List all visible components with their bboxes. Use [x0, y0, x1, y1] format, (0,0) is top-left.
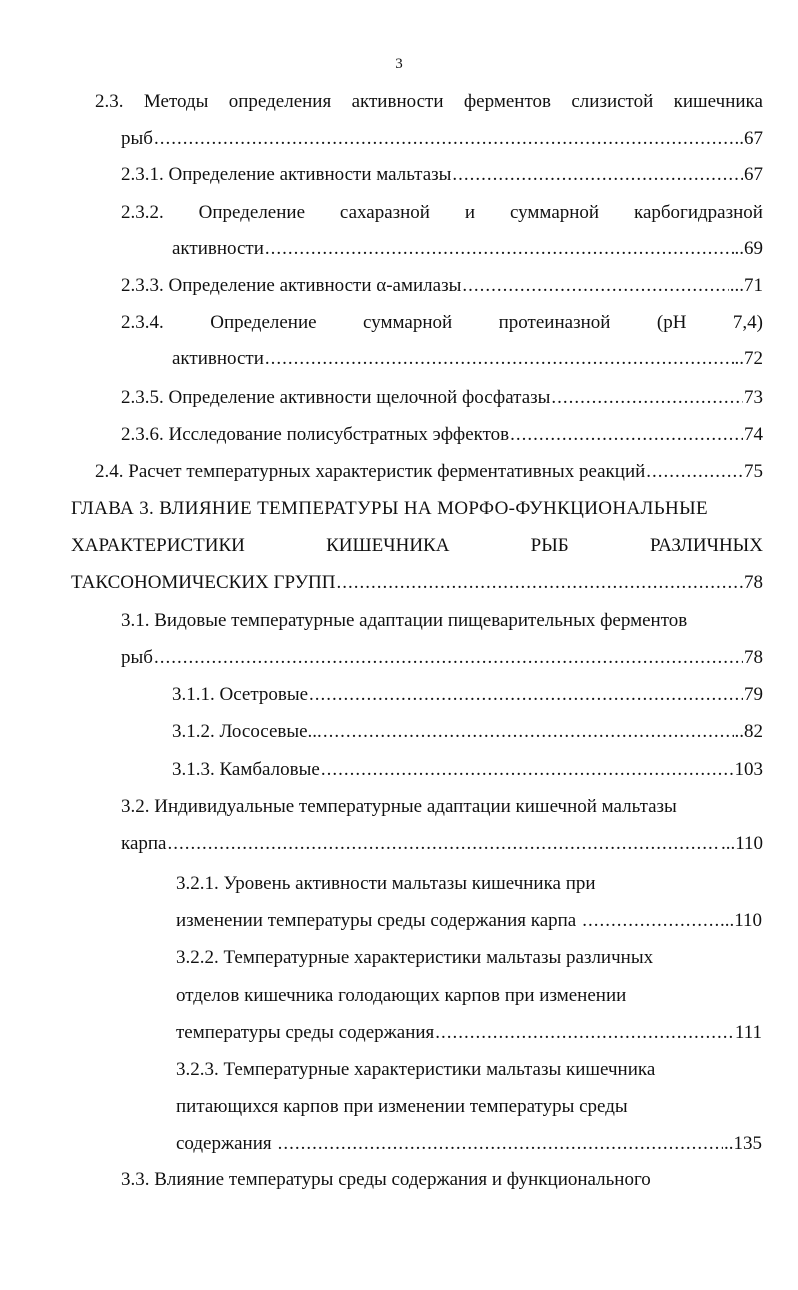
toc-entry-3-1-line1: 3.1. Видовые температурные адаптации пищеварительных ферментов — [121, 610, 688, 631]
toc-entry-2-3-line2 — [121, 127, 763, 151]
page-ref: 79 — [744, 684, 763, 705]
toc-entry-3-2-2-line1: 3.2.2. Температурные характеристики мальтазы различных — [176, 947, 654, 968]
page-ref: ..67 — [734, 128, 763, 149]
toc-entry-2-3-4-line1 — [121, 311, 763, 335]
page-ref: ..82 — [734, 721, 763, 742]
toc-entry-3-2-line2 — [121, 832, 763, 856]
toc-entry-3-1-line2 — [121, 646, 763, 670]
word: ХАРАКТЕРИСТИКИ — [71, 535, 245, 556]
word: определения — [228, 91, 332, 112]
word: сахаразной — [339, 202, 430, 223]
toc-entry-2-3-3 — [121, 274, 763, 298]
toc-entry-3-1-3 — [172, 758, 763, 782]
dot-leader — [321, 758, 734, 782]
entry-label: 2.3.5. Определение активности щелочной фосфатазы — [121, 387, 551, 408]
toc-entry-3-3-line1: 3.3. Влияние температуры среды содержания и функционального — [121, 1169, 651, 1190]
toc-entry-2-3-line1 — [95, 90, 763, 114]
toc-entry-2-3-4-line2 — [172, 347, 763, 371]
dot-leader — [337, 571, 744, 595]
word: суммарной — [509, 202, 600, 223]
entry-label: ТАКСОНОМИЧЕСКИХ ГРУПП — [71, 572, 336, 593]
word: суммарной — [363, 312, 453, 333]
page-ref: ...71 — [729, 275, 763, 296]
word: РАЗЛИЧНЫХ — [649, 535, 763, 556]
toc-chapter-3-line1: ГЛАВА 3. ВЛИЯНИЕ ТЕМПЕРАТУРЫ НА МОРФО-ФУНКЦИОНАЛЬНЫЕ — [71, 498, 708, 519]
entry-label: 3.1.1. Осетровые — [172, 684, 309, 705]
dot-leader — [646, 460, 743, 484]
page-ref: 103 — [734, 759, 763, 780]
toc-entry-3-1-1 — [172, 683, 763, 707]
toc-entry-2-4 — [95, 460, 763, 484]
dot-leader — [278, 1132, 723, 1156]
dot-leader — [510, 423, 743, 447]
word: активности — [351, 91, 444, 112]
entry-label: температуры среды содержания — [176, 1022, 435, 1043]
entry-label: 2.4. Расчет температурных характеристик ферментативных реакций — [95, 461, 646, 482]
dot-leader — [265, 347, 734, 371]
toc-chapter-3-line2 — [71, 534, 763, 558]
dot-leader — [452, 163, 743, 187]
page-ref: 74 — [744, 424, 763, 445]
toc-entry-3-2-2-line2: отделов кишечника голодающих карпов при изменении — [176, 985, 627, 1006]
entry-label: содержания — [176, 1133, 272, 1154]
toc-entry-2-3-1 — [121, 163, 763, 187]
entry-label: карпа — [121, 833, 167, 854]
word: КИШЕЧНИКА — [326, 535, 450, 556]
page-ref: ...110 — [720, 833, 763, 854]
entry-label: рыб — [121, 647, 153, 668]
dot-leader — [265, 237, 734, 261]
entry-label: 3.1.2. Лососевые... — [172, 721, 322, 742]
page-ref: ..72 — [734, 348, 763, 369]
word: кишечника — [673, 91, 763, 112]
page-ref: 67 — [744, 164, 763, 185]
word: слизистой — [571, 91, 654, 112]
page-ref: 111 — [734, 1022, 762, 1043]
toc-entry-3-2-2-line3 — [176, 1021, 762, 1045]
word: РЫБ — [530, 535, 569, 556]
entry-label: активности — [172, 348, 264, 369]
word: и — [464, 202, 476, 223]
page-number: 3 — [395, 56, 403, 72]
word: (pH — [656, 312, 687, 333]
toc-entry-3-2-1-line1: 3.2.1. Уровень активности мальтазы кишечника при — [176, 873, 596, 894]
dot-leader — [167, 832, 719, 856]
toc-entry-3-1-2 — [172, 720, 763, 744]
toc-entry-2-3-6 — [121, 423, 763, 447]
page-ref: 75 — [744, 461, 763, 482]
dot-leader — [323, 720, 734, 744]
page-ref: 73 — [744, 387, 763, 408]
word: 2.3.2. — [121, 202, 164, 223]
dot-leader — [309, 683, 743, 707]
word: Методы — [143, 91, 209, 112]
word: протеиназной — [498, 312, 611, 333]
toc-chapter-3-line3 — [71, 571, 763, 595]
entry-label: 2.3.1. Определение активности мальтазы — [121, 164, 452, 185]
toc-entry-3-2-1-line2 — [176, 909, 762, 933]
dot-leader — [154, 646, 743, 670]
word: Определение — [198, 202, 306, 223]
dot-leader — [551, 386, 743, 410]
toc-entry-2-3-2-line1 — [121, 201, 763, 225]
toc-entry-2-3-5 — [121, 386, 763, 410]
page-ref: ..69 — [734, 238, 763, 259]
dot-leader — [582, 909, 719, 933]
dot-leader — [435, 1021, 734, 1045]
entry-label: 2.3.6. Исследование полисубстратных эффектов — [121, 424, 510, 445]
toc-entry-3-2-line1: 3.2. Индивидуальные температурные адаптации кишечной мальтазы — [121, 796, 677, 817]
word: 2.3.4. — [121, 312, 164, 333]
page-ref: ...110 — [719, 910, 762, 931]
entry-label: активности — [172, 238, 264, 259]
word: 2.3. — [95, 91, 124, 112]
toc-entry-3-2-3-line2: питающихся карпов при изменении температуры среды — [176, 1096, 628, 1117]
entry-label: 3.1.3. Камбаловые — [172, 759, 320, 780]
dot-leader — [154, 127, 734, 151]
word: ферментов — [463, 91, 551, 112]
word: 7,4) — [732, 312, 763, 333]
page-ref: ..135 — [724, 1133, 762, 1154]
entry-label: изменении температуры среды содержания карпа — [176, 910, 577, 931]
word: Определение — [210, 312, 317, 333]
page-ref: 78 — [744, 572, 763, 593]
entry-label: рыб — [121, 128, 153, 149]
toc-entry-2-3-2-line2 — [172, 237, 763, 261]
entry-label: 2.3.3. Определение активности α-амилазы — [121, 275, 462, 296]
toc-entry-3-2-3-line1: 3.2.3. Температурные характеристики мальтазы кишечника — [176, 1059, 656, 1080]
dot-leader — [462, 274, 728, 298]
page-ref: 78 — [744, 647, 763, 668]
toc-entry-3-2-3-line3 — [176, 1132, 762, 1156]
word: карбогидразной — [634, 202, 763, 223]
